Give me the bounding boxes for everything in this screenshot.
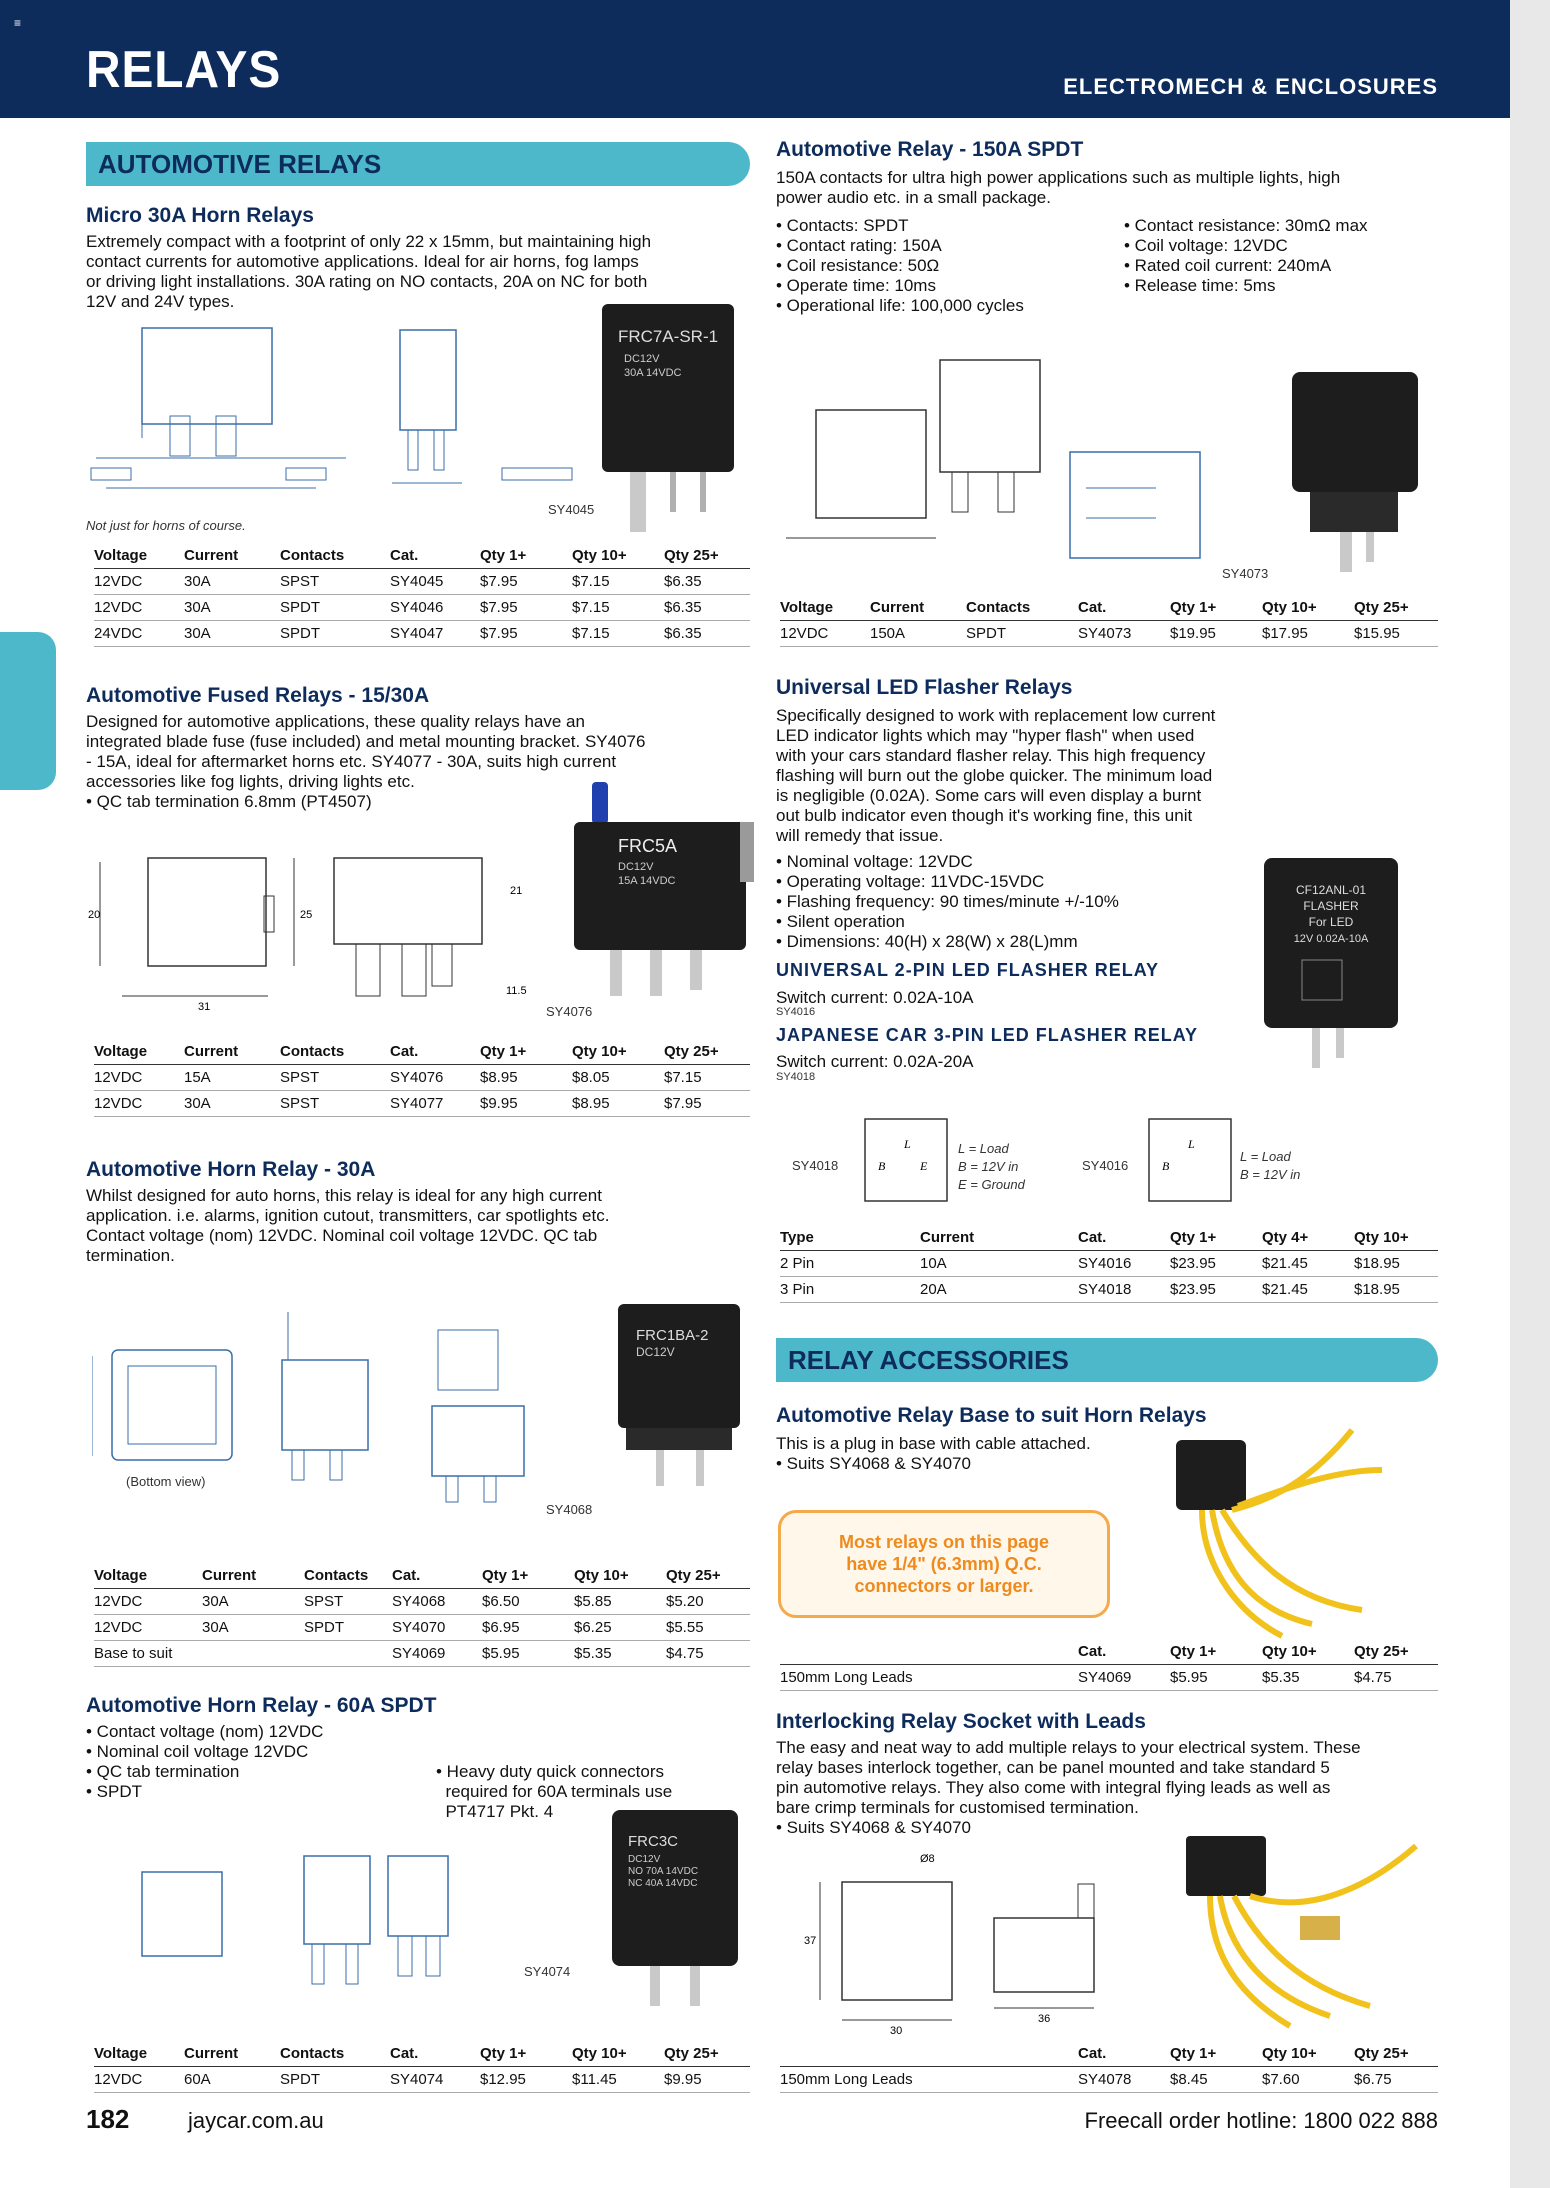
diag-sy4016-legend: L = Load B = 12V in: [1240, 1149, 1301, 1182]
table-header: Voltage Current Contacts Cat. Qty 1+ Qty 10+ Qty 25+: [780, 594, 1438, 621]
flasher-2pin-code: SY4016: [776, 1006, 816, 1018]
table-row: 3 Pin 20A SY4018 $23.95 $21.45 $18.95: [780, 1277, 1438, 1303]
diag-sy4018-legend: L = Load B = 12V in E = Ground: [958, 1141, 1025, 1192]
flasher-3pin-current: Switch current: 0.02A-20A: [776, 1052, 974, 1071]
flasher-3pin-code: SY4018: [776, 1071, 816, 1083]
micro-relay-desc: Extremely compact with a footprint of only 22 x 15mm, but maintaining high contact currents for automotive applications. Ideal for air horns, fog lamps or driving light installations. 30A rating on NO contacts, 20A on NC for both 12V and 24V types.: [86, 232, 652, 311]
table-header: Voltage Current Contacts Cat. Qty 1+ Qty 10+ Qty 25+: [94, 1038, 750, 1065]
r150-diagram: [776, 338, 1216, 578]
horn60-specs-col1: • Contact voltage (nom) 12VDC • Nominal coil voltage 12VDC • QC tab termination • SPDT: [86, 1722, 324, 1801]
flasher-desc: Specifically designed to work with replacement low current LED indicator lights which may "hyper flash" when used with your cars standard flasher relay. This high frequency flashing will burn out the globe quicker. The minimum load is negligible (0.02A). Some cars will even display a burnt out bulb indicator even though it's working fine, this unit will remedy that issue.: [776, 706, 1216, 845]
base-title: Automotive Relay Base to suit Horn Relays: [776, 1404, 1207, 1427]
micro-relay-diagram: [86, 318, 376, 498]
table-header: Voltage Current Contacts Cat. Qty 1+ Qty 10+ Qty 25+: [94, 542, 750, 569]
table-row: 12VDC 30A SPST SY4077 $9.95 $8.95 $7.95: [94, 1091, 750, 1117]
svg-text:NO 70A 14VDC: NO 70A 14VDC: [628, 1866, 699, 1877]
fused-relay-title: Automotive Fused Relays - 15/30A: [86, 684, 430, 707]
horn30-label: FRC1BA-2: [636, 1327, 709, 1344]
table-row: 12VDC 15A SPST SY4076 $8.95 $8.05 $7.15: [94, 1065, 750, 1091]
table-row: 12VDC 30A SPST SY4068 $6.50 $5.85 $5.20: [94, 1589, 750, 1615]
page-edge: [1510, 0, 1550, 2188]
horn30-title: Automotive Horn Relay - 30A: [86, 1158, 376, 1181]
base-desc: This is a plug in base with cable attached. • Suits SY4068 & SY4070: [776, 1434, 1091, 1473]
svg-text:37: 37: [804, 1935, 817, 1947]
r150-photo: [1290, 368, 1420, 578]
fused-relay-label: FRC5A: [618, 836, 678, 856]
flasher-photo: [1262, 856, 1402, 1072]
table-header: Voltage Current Contacts Cat. Qty 1+ Qty 10+ Qty 25+: [94, 2040, 750, 2067]
fused-relay-diagram: [86, 848, 546, 1018]
horn30-bottom-view: (Bottom view): [126, 1474, 206, 1489]
table-row: 12VDC 30A SPDT SY4070 $6.95 $6.25 $5.55: [94, 1615, 750, 1641]
flasher-2pin-current: Switch current: 0.02A-10A: [776, 988, 974, 1007]
svg-text:DC12V: DC12V: [636, 1345, 675, 1359]
r150-specs-col1: • Contacts: SPDT • Contact rating: 150A • Coil resistance: 50Ω • Operate time: 10ms • Operational life: 100,000 cycles: [776, 216, 1024, 315]
fused-relay-desc: Designed for automotive applications, these quality relays have an integrated blade fuse (fuse included) and metal mounting bracket. SY4076 - 15A, ideal for aftermarket horns etc. SY4077 - 30A, suits high current accessories like fog lights, driving lights etc. • QC tab termination 6.8mm (PT4507): [86, 712, 646, 811]
horn60-label: FRC3C: [628, 1833, 679, 1850]
table-header: Voltage Current Contacts Cat. Qty 1+ Qty 10+ Qty 25+: [94, 1562, 750, 1589]
diag-sy4018: [864, 1118, 948, 1202]
socket-desc: The easy and neat way to add multiple relays to your electrical system. These relay bases interlock together, can be panel mounted and take standard 5 pin automotive relays. They also come with integral flying leads as well as bare crimp terminals for customised termination. • Suits SY4068 & SY4070: [776, 1738, 1361, 1837]
table-row: 12VDC 150A SPDT SY4073 $19.95 $17.95 $15.95: [780, 621, 1438, 647]
automotive-relays-banner: AUTOMOTIVE RELAYS: [86, 142, 750, 186]
table-row: 12VDC 60A SPDT SY4074 $12.95 $11.45 $9.95: [94, 2067, 750, 2093]
micro-relay-photo: [600, 300, 740, 540]
relay-accessories-banner: RELAY ACCESSORIES: [776, 1338, 1438, 1382]
flasher-3pin-heading: JAPANESE CAR 3-PIN LED FLASHER RELAY: [776, 1025, 1199, 1045]
horn60-diagram: [136, 1816, 466, 2006]
flasher-2pin-heading: UNIVERSAL 2-PIN LED FLASHER RELAY: [776, 960, 1160, 980]
flasher-label: CF12ANL-01: [1295, 883, 1367, 897]
socket-table: [780, 2040, 1438, 2093]
svg-text:31: 31: [198, 1001, 211, 1013]
r150-desc: 150A contacts for ultra high power applications such as multiple lights, high power audio etc. in a small package.: [776, 168, 1341, 207]
flasher-title: Universal LED Flasher Relays: [776, 676, 1073, 699]
svg-text:DC12V: DC12V: [624, 353, 660, 365]
hotline: Freecall order hotline: 1800 022 888: [1084, 2108, 1438, 2133]
svg-text:For LED: For LED: [1308, 915, 1354, 929]
page-number: 182: [86, 2104, 130, 2134]
micro-relay-caption: Not just for horns of course.: [86, 518, 246, 533]
fused-relay-table: [94, 1038, 750, 1117]
svg-text:FLASHER: FLASHER: [1303, 899, 1359, 913]
section-title: ELECTROMECH & ENCLOSURES: [1063, 74, 1438, 99]
svg-text:L: L: [1188, 1137, 1195, 1151]
table-header: Cat. Qty 1+ Qty 10+ Qty 25+: [780, 1638, 1438, 1665]
svg-text:25: 25: [300, 909, 313, 921]
table-row: 24VDC 30A SPDT SY4047 $7.95 $7.15 $6.35: [94, 621, 750, 647]
horn60-table: [94, 2040, 750, 2093]
horn30-table: [94, 1562, 750, 1667]
micro-relay-table: [94, 542, 750, 647]
table-row: 150mm Long Leads SY4078 $8.45 $7.60 $6.75: [780, 2067, 1438, 2093]
side-tab: [0, 632, 56, 790]
diag-sy4016: [1148, 1118, 1232, 1202]
horn30-code: SY4068: [546, 1502, 593, 1517]
svg-text:B: B: [1162, 1159, 1170, 1173]
svg-text:21: 21: [510, 885, 523, 897]
table-header: Type Current Cat. Qty 1+ Qty 4+ Qty 10+: [780, 1224, 1438, 1251]
socket-photo: [1180, 1826, 1430, 2036]
flasher-table: [780, 1224, 1438, 1303]
fused-relay-photo: [570, 780, 760, 1010]
table-row: Base to suit SY4069 $5.95 $5.35 $4.75: [94, 1641, 750, 1667]
diag-sy4016-code: SY4016: [1082, 1158, 1129, 1173]
svg-text:15A 14VDC: 15A 14VDC: [618, 875, 676, 887]
flasher-specs: • Nominal voltage: 12VDC • Operating voltage: 11VDC-15VDC • Flashing frequency: 90 times/minute +/-10% • Silent operation • Dimensions: 40(H) x 28(W) x 28(L)mm: [776, 852, 1119, 951]
table-row: 12VDC 30A SPST SY4045 $7.95 $7.15 $6.35: [94, 569, 750, 595]
svg-text:NC 40A 14VDC: NC 40A 14VDC: [628, 1878, 698, 1889]
menu-icon[interactable]: ≡: [14, 16, 22, 30]
micro-relay-side-diagram: [392, 318, 592, 498]
svg-text:12V 0.02A-10A: 12V 0.02A-10A: [1293, 933, 1369, 945]
horn60-photo: [610, 1806, 742, 2016]
base-photo: [1162, 1410, 1402, 1646]
r150-table: [780, 594, 1438, 647]
base-table: [780, 1638, 1438, 1691]
micro-relay-code: SY4045: [548, 502, 595, 517]
micro-relay-label: FRC7A-SR-1: [617, 327, 719, 346]
table-header: Cat. Qty 1+ Qty 10+ Qty 25+: [780, 2040, 1438, 2067]
page-title: RELAYS: [86, 41, 282, 99]
horn60-code: SY4074: [524, 1964, 571, 1979]
svg-text:11.5: 11.5: [506, 985, 527, 997]
table-row: 2 Pin 10A SY4016 $23.95 $21.45 $18.95: [780, 1251, 1438, 1277]
svg-text:DC12V: DC12V: [628, 1854, 661, 1865]
svg-text:DC12V: DC12V: [618, 861, 654, 873]
micro-relay-title: Micro 30A Horn Relays: [86, 204, 314, 227]
socket-title: Interlocking Relay Socket with Leads: [776, 1710, 1146, 1733]
socket-diagram: [800, 1840, 1120, 2040]
svg-text:L: L: [904, 1137, 911, 1151]
diag-sy4018-code: SY4018: [792, 1158, 839, 1173]
table-row: 150mm Long Leads SY4069 $5.95 $5.35 $4.75: [780, 1665, 1438, 1691]
r150-code: SY4073: [1222, 566, 1269, 581]
site-link[interactable]: jaycar.com.au: [188, 2108, 324, 2133]
r150-title: Automotive Relay - 150A SPDT: [776, 138, 1084, 161]
svg-text:36: 36: [1038, 2013, 1051, 2025]
r150-specs-col2: • Contact resistance: 30mΩ max • Coil voltage: 12VDC • Rated coil current: 240mA • Release time: 5ms: [1124, 216, 1368, 295]
horn30-desc: Whilst designed for auto horns, this relay is ideal for any high current application. i.e. alarms, ignition cutout, transmitters, car spotlights etc. Contact voltage (nom) 12VDC. Nominal coil voltage 12VDC. QC tab termination.: [86, 1186, 610, 1265]
connector-note: Most relays on this page have 1/4" (6.3mm) Q.C. connectors or larger.: [778, 1510, 1110, 1618]
table-row: 12VDC 30A SPDT SY4046 $7.95 $7.15 $6.35: [94, 595, 750, 621]
svg-text:30: 30: [890, 2025, 903, 2037]
fused-relay-code: SY4076: [546, 1004, 593, 1019]
horn60-specs-col2: • Heavy duty quick connectors required for 60A terminals use PT4717 Pkt. 4: [436, 1762, 673, 1821]
svg-text:Ø8: Ø8: [920, 1853, 935, 1865]
page-header: [0, 0, 1550, 118]
svg-text:20: 20: [88, 909, 101, 921]
svg-text:30A 14VDC: 30A 14VDC: [624, 367, 682, 379]
svg-text:E: E: [920, 1159, 928, 1173]
horn30-photo: [616, 1300, 744, 1490]
horn60-title: Automotive Horn Relay - 60A SPDT: [86, 1694, 437, 1717]
svg-text:B: B: [878, 1159, 886, 1173]
